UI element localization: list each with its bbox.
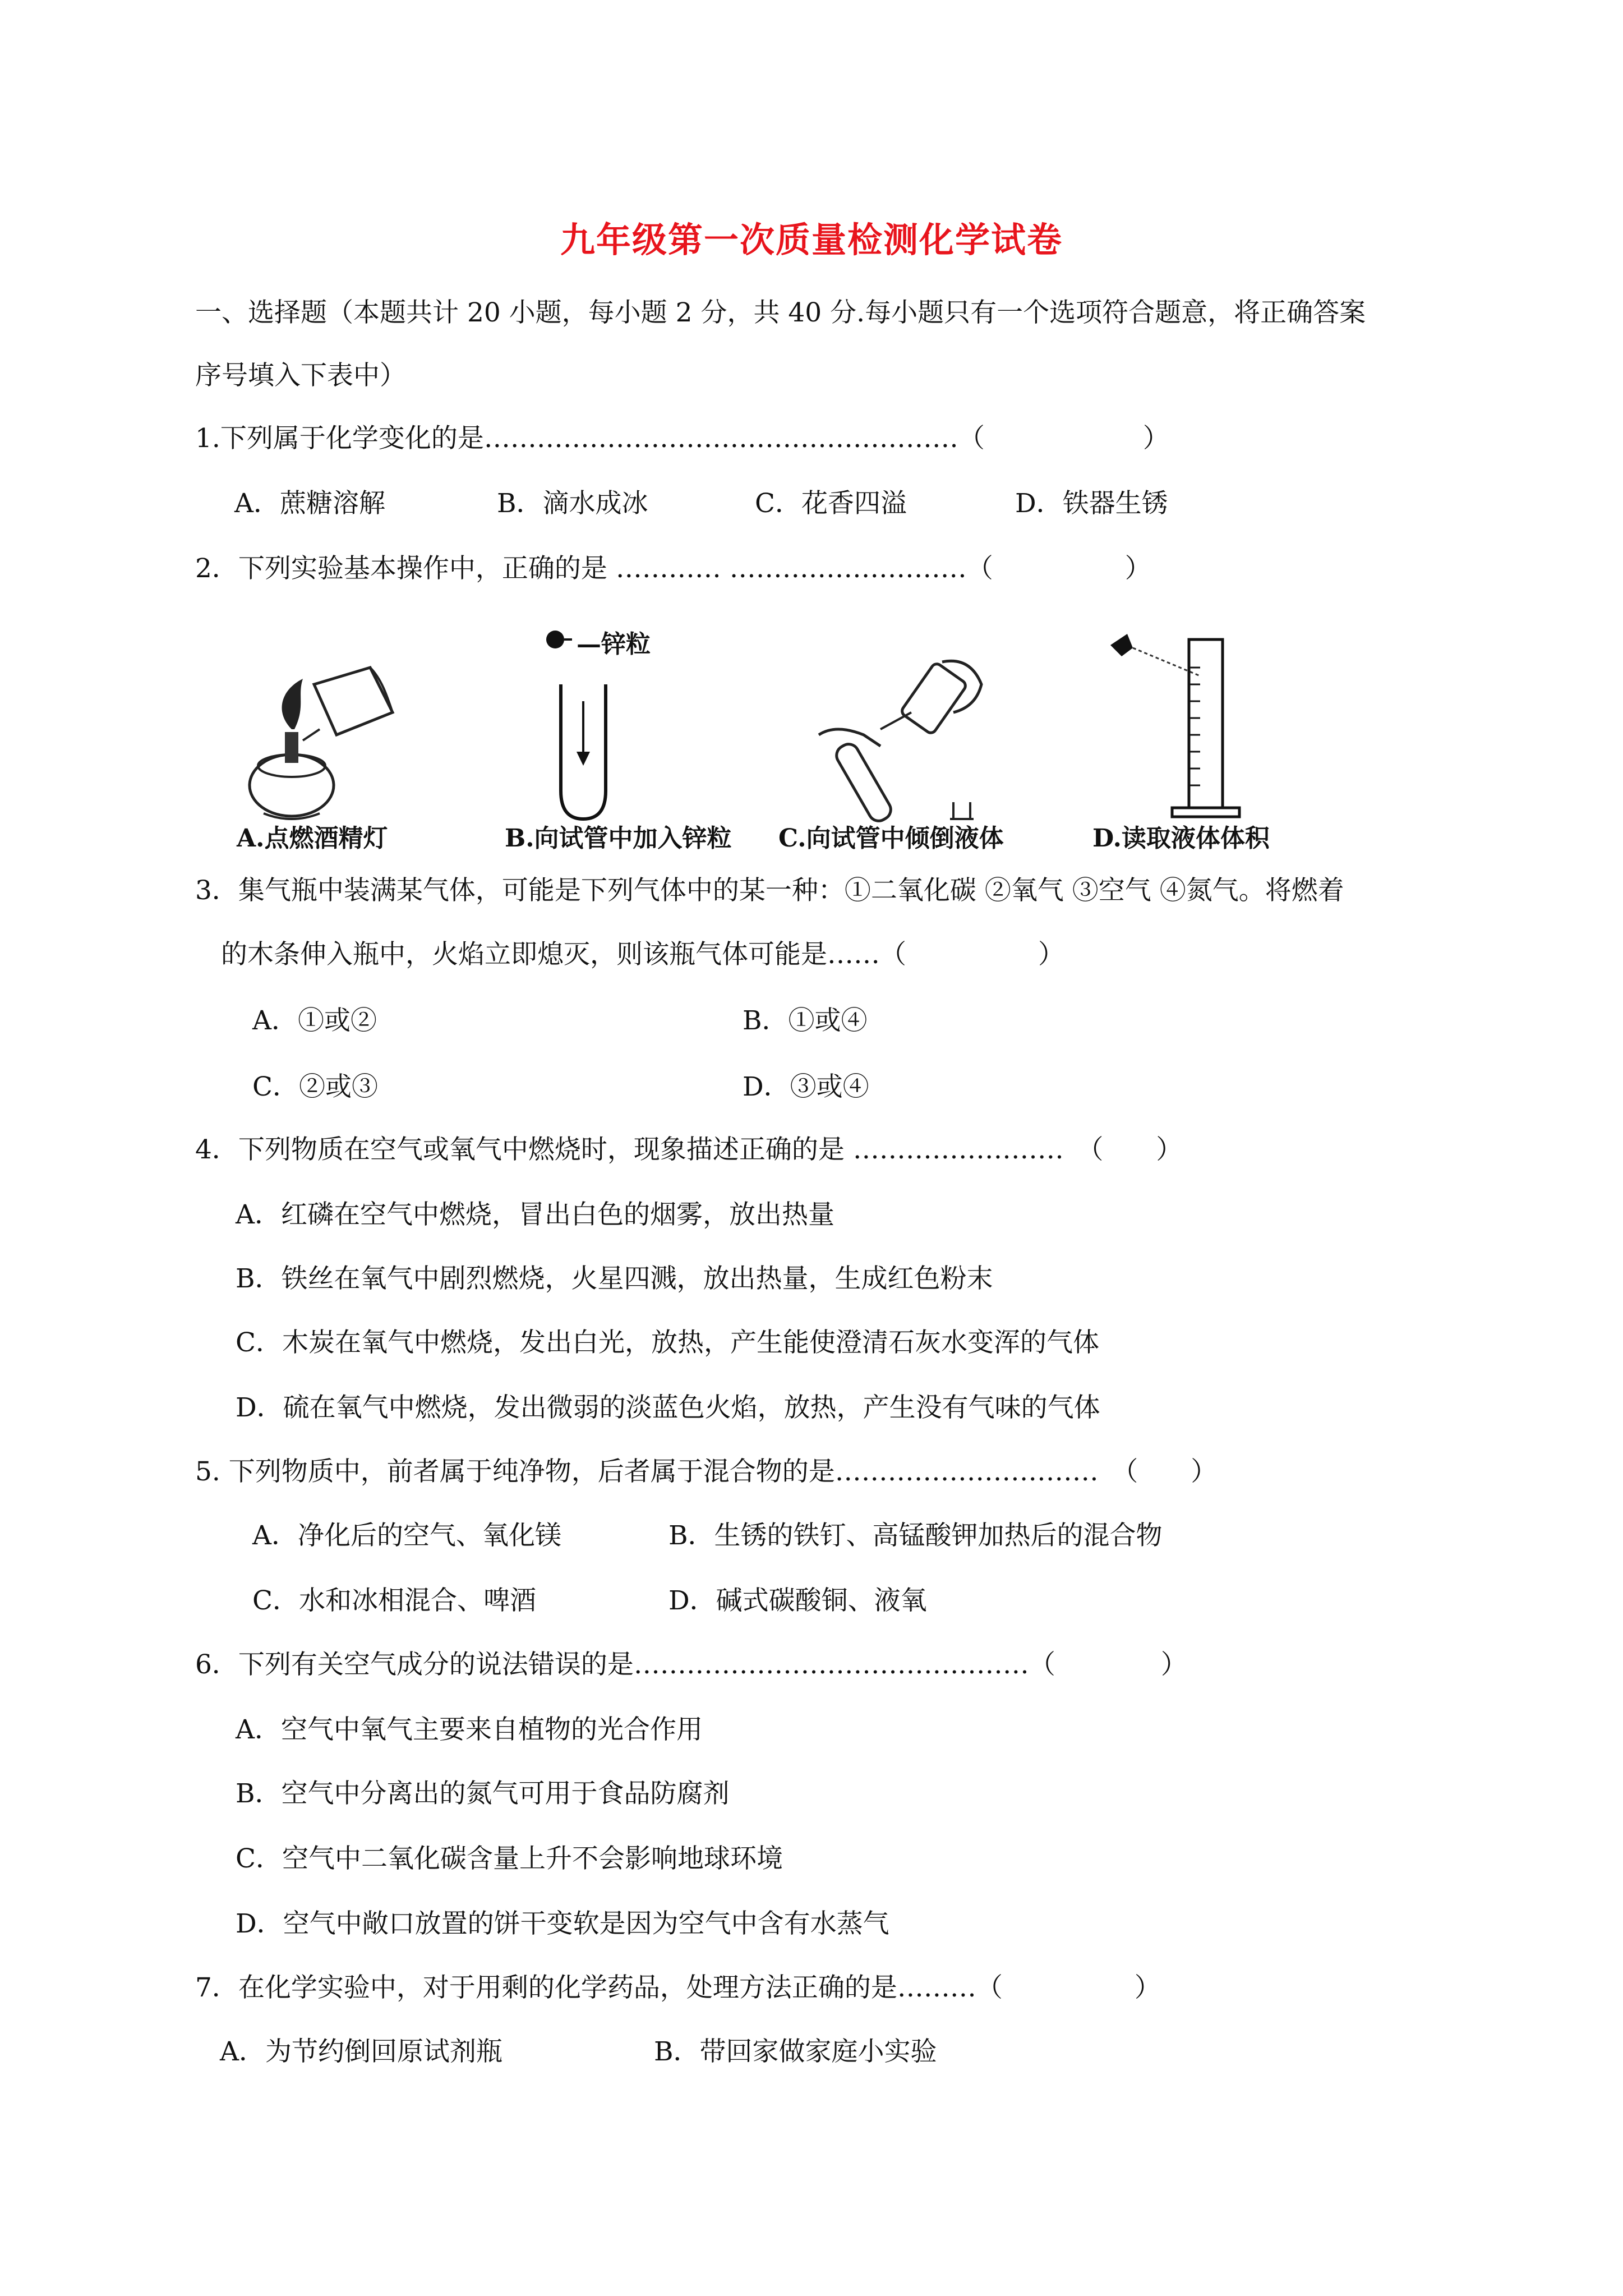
question-6-stem: 6．下列有关空气成分的说法错误的是………………………………………（ ） (195, 1649, 1187, 1680)
figure-caption-c: C.向试管中倾倒液体 (778, 824, 1004, 853)
question-6-option-c: C．空气中二氧化碳含量上升不会影响地球环境 (236, 1843, 783, 1874)
question-3-option-b: B．①或④ (743, 1005, 868, 1036)
question-2-stem: 2．下列实验基本操作中，正确的是 ………… ………………………（ ） (195, 553, 1151, 584)
question-5-option-d: D．碱式碳酸铜、液氧 (668, 1585, 927, 1616)
zinc-granule-label: —锌粒 (577, 630, 651, 659)
pouring-liquid-illustration (813, 651, 1015, 830)
question-5-option-b: B．生锈的铁钉、高锰酸钾加热后的混合物 (668, 1520, 1163, 1551)
question-7-stem: 7．在化学实验中，对于用剩的化学药品，处理方法正确的是………（ ） (195, 1972, 1161, 2003)
question-3-option-c: C．②或③ (252, 1071, 378, 1102)
question-1-option-c: C．花香四溢 (755, 488, 907, 519)
question-3-option-a: A．①或② (252, 1005, 377, 1036)
question-2-figure (236, 623, 1335, 858)
question-3-stem-line1: 3．集气瓶中装满某气体，可能是下列气体中的某一种：①二氧化碳 ②氧气 ③空气 ④氮气。将燃着 (195, 875, 1344, 906)
question-1-stem: 1.下列属于化学变化的是………………………………………………（ ） (195, 423, 1169, 454)
graduated-cylinder-illustration (1099, 623, 1312, 836)
question-1-option-a: A．蔗糖溶解 (234, 488, 385, 519)
figure-caption-a: A.点燃酒精灯 (237, 824, 388, 853)
question-1-option-d: D．铁器生锈 (1015, 488, 1168, 519)
question-6-option-a: A．空气中氧气主要来自植物的光合作用 (236, 1714, 703, 1745)
alcohol-lamp-illustration (241, 645, 409, 825)
question-4-option-a: A．红磷在空气中燃烧，冒出白色的烟雾，放出热量 (236, 1199, 834, 1230)
question-7-option-a: A．为节约倒回原试剂瓶 (220, 2036, 502, 2067)
question-6-option-d: D．空气中敞口放置的饼干变软是因为空气中含有水蒸气 (236, 1908, 889, 1939)
page-title: 九年级第一次质量检测化学试卷 (560, 219, 1063, 260)
question-1-option-b: B．滴水成冰 (497, 488, 648, 519)
figure-caption-d: D.读取液体体积 (1092, 824, 1270, 853)
question-4-option-b: B．铁丝在氧气中剧烈燃烧，火星四溅，放出热量，生成红色粉末 (236, 1263, 993, 1294)
question-5-option-a: A．净化后的空气、氧化镁 (252, 1520, 561, 1551)
question-3-option-d: D．③或④ (743, 1071, 869, 1102)
question-6-option-b: B．空气中分离出的氮气可用于食品防腐剂 (236, 1778, 730, 1809)
question-4-option-d: D．硫在氧气中燃烧，发出微弱的淡蓝色火焰，放热，产生没有气味的气体 (236, 1392, 1100, 1423)
figure-caption-b: B.向试管中加入锌粒 (505, 824, 732, 853)
question-7-option-b: B．带回家做家庭小实验 (654, 2036, 937, 2067)
question-4-option-c: C．木炭在氧气中燃烧，发出白光，放热，产生能使澄清石灰水变浑的气体 (236, 1327, 1099, 1358)
question-3-stem-line2: 的木条伸入瓶中，火焰立即熄灭，则该瓶气体可能是……（ ） (221, 939, 1064, 970)
question-4-stem: 4．下列物质在空气或氧气中燃烧时，现象描述正确的是 …………………… （ ） (195, 1134, 1183, 1165)
question-5-option-c: C．水和冰相混合、啤酒 (252, 1585, 536, 1616)
question-5-stem: 5. 下列物质中，前者属于纯净物，后者属于混合物的是………………………… （ ） (195, 1456, 1218, 1487)
section-instructions-line1: 一、选择题（本题共计 20 小题，每小题 2 分，共 40 分.每小题只有一个选项符合题意，将正确答案 (195, 297, 1366, 328)
section-instructions-line2: 序号填入下表中） (195, 360, 406, 391)
